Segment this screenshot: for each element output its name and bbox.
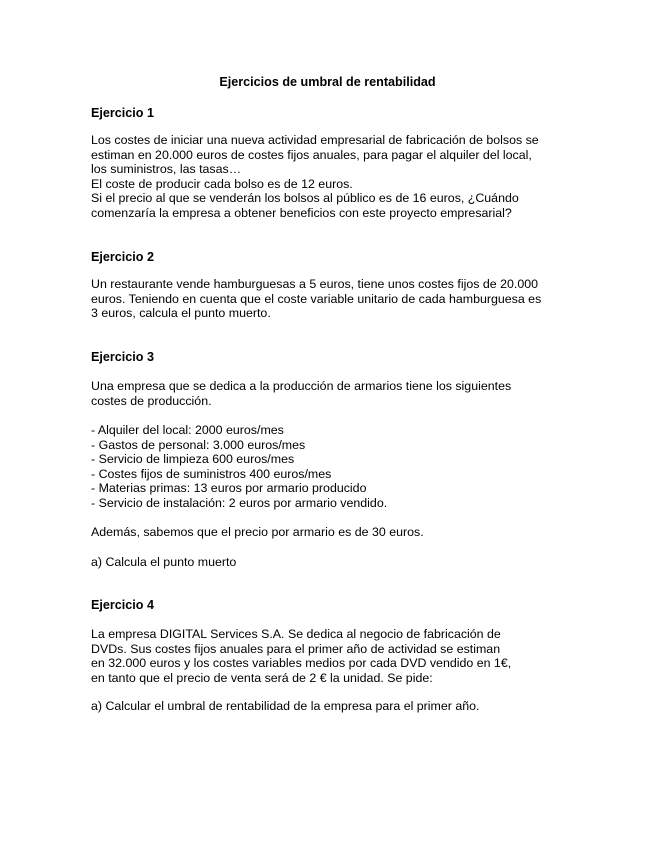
exercise-1-line: El coste de producir cada bolso es de 12 euros. — [91, 176, 353, 191]
exercise-2-line: 3 euros, calcula el punto muerto. — [91, 306, 271, 320]
exercise-1-line: estiman en 20.000 euros de costes fijos anuales, para pagar el alquiler del local, — [91, 147, 532, 162]
cost-list-item: - Servicio de instalación: 2 euros por armario vendido. — [91, 495, 388, 510]
exercise-3-question: a) Calcula el punto muerto — [91, 555, 237, 569]
cost-list-item: - Alquiler del local: 2000 euros/mes — [91, 423, 284, 437]
exercise-1-line: comenzaría la empresa a obtener beneficios con este proyecto empresarial? — [91, 205, 512, 220]
cost-list-item: - Gastos de personal: 3.000 euros/mes — [91, 437, 306, 452]
cost-list-item: - Costes fijos de suministros 400 euros/mes — [91, 466, 332, 481]
exercise-3-heading: Ejercicio 3 — [91, 350, 155, 364]
exercise-4-heading: Ejercicio 4 — [91, 598, 155, 612]
exercise-1-line: Si el precio al que se venderán los bolsos al público es de 16 euros, ¿Cuándo — [91, 191, 519, 205]
exercise-4-question: a) Calcular el umbral de rentabilidad de la empresa para el primer año. — [91, 699, 480, 713]
cost-list-item: - Materias primas: 13 euros por armario producido — [91, 481, 367, 495]
exercise-1-line: Los costes de iniciar una nueva actividad empresarial de fabricación de bolsos se — [91, 133, 539, 147]
exercise-2-heading: Ejercicio 2 — [91, 250, 155, 264]
exercise-3-price: Además, sabemos que el precio por armario es de 30 euros. — [91, 525, 424, 539]
document-title: Ejercicios de umbral de rentabilidad — [219, 75, 436, 89]
exercise-4-line: en tanto que el precio de venta será de 2 € la unidad. Se pide: — [91, 670, 433, 685]
exercise-2-line: euros. Teniendo en cuenta que el coste variable unitario de cada hamburguesa es — [91, 291, 542, 306]
exercise-4-line: La empresa DIGITAL Services S.A. Se dedica al negocio de fabricación de — [91, 627, 501, 641]
exercise-1-line: los suministros, las tasas… — [91, 162, 242, 176]
exercise-4-line: en 32.000 euros y los costes variables medios por cada DVD vendido en 1€, — [91, 656, 512, 670]
exercise-3-intro-line: Una empresa que se dedica a la producción de armarios tiene los siguientes — [91, 379, 512, 393]
exercise-4-line: DVDs. Sus costes fijos anuales para el primer año de actividad se estiman — [91, 641, 501, 656]
cost-list-item: - Servicio de limpieza 600 euros/mes — [91, 452, 295, 466]
exercise-2-line: Un restaurante vende hamburguesas a 5 euros, tiene unos costes fijos de 20.000 — [91, 277, 539, 291]
exercise-1-heading: Ejercicio 1 — [91, 106, 155, 120]
exercise-3-intro-line: costes de producción. — [91, 393, 212, 408]
